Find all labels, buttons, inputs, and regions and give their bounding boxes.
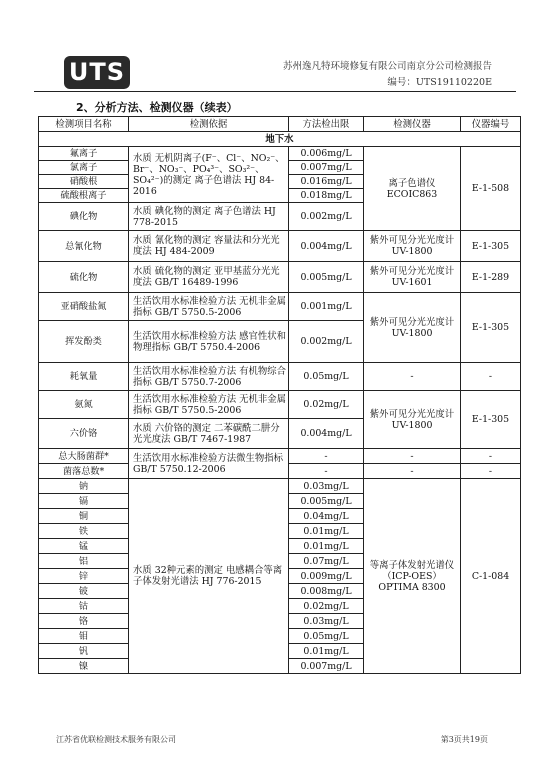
method-text: 生活饮用水标准检验方法 感官性状和物理指标 GB/T 5750.4-2006 <box>129 321 289 363</box>
detection-limit: 0.03mg/L <box>289 479 364 494</box>
instrument-code: - <box>461 464 521 479</box>
method-text: 水质 32种元素的测定 电感耦合等离子体发射光谱法 HJ 776-2015 <box>129 479 289 674</box>
detection-limit: 0.016mg/L <box>289 175 364 189</box>
instrument-code: E-1-305 <box>461 293 521 363</box>
method-text: 水质 碘化物的测定 离子色谱法 HJ 778-2015 <box>129 203 289 231</box>
item-name: 硝酸根 <box>39 175 129 189</box>
item-name: 氟离子 <box>39 147 129 161</box>
instrument-code: E-1-305 <box>461 391 521 449</box>
method-text: 水质 无机阴离子(F⁻、Cl⁻、NO₂⁻、Br⁻、NO₃⁻、PO₄³⁻、SO₃²⁻、SO₄²⁻)的测定 离子色谱法 HJ 84-2016 <box>129 147 289 203</box>
uts-logo <box>64 56 130 89</box>
instrument-code: E-1-305 <box>461 231 521 262</box>
detection-limit: 0.004mg/L <box>289 231 364 262</box>
item-name: 钴 <box>39 599 129 614</box>
table-row <box>39 363 521 391</box>
detection-limit: 0.05mg/L <box>289 363 364 391</box>
item-name: 硫酸根离子 <box>39 189 129 203</box>
instrument-name: - <box>364 449 461 464</box>
col-header-limit: 方法检出限 <box>289 117 364 132</box>
col-header-instrument: 检测仪器 <box>364 117 461 132</box>
footer-company: 江苏省优联检测技术服务有限公司 <box>56 735 176 744</box>
table-row <box>39 449 521 464</box>
instrument-code: C-1-084 <box>461 479 521 674</box>
method-text: 生活饮用水标准检验方法 有机物综合指标 GB/T 5750.7-2006 <box>129 363 289 391</box>
item-name: 亚硝酸盐氮 <box>39 293 129 321</box>
report-number: 编号：UTS19110220E <box>387 77 492 88</box>
item-name: 六价铬 <box>39 419 129 449</box>
method-text: 水质 硫化物的测定 亚甲基蓝分光光度法 GB/T 16489-1996 <box>129 262 289 293</box>
section-label: 地下水 <box>39 132 521 147</box>
detection-limit: 0.01mg/L <box>289 644 364 659</box>
col-header-code: 仪器编号 <box>461 117 521 132</box>
table-row <box>39 262 521 293</box>
detection-limit: 0.007mg/L <box>289 659 364 674</box>
method-text: 水质 六价铬的测定 二苯碳酰二肼分光光度法 GB/T 7467-1987 <box>129 419 289 449</box>
instrument-name: - <box>364 363 461 391</box>
detection-limit: 0.03mg/L <box>289 614 364 629</box>
instrument-code: E-1-289 <box>461 262 521 293</box>
instrument-name: 等离子体发射光谱仪（ICP-OES）OPTIMA 8300 <box>364 479 461 674</box>
item-name: 钠 <box>39 479 129 494</box>
instrument-code: - <box>461 449 521 464</box>
item-name: 耗氧量 <box>39 363 129 391</box>
item-name: 挥发酚类 <box>39 321 129 363</box>
item-name: 碘化物 <box>39 203 129 231</box>
item-name: 菌落总数* <box>39 464 129 479</box>
item-name: 铬 <box>39 614 129 629</box>
item-name: 总大肠菌群* <box>39 449 129 464</box>
table-row <box>39 147 521 161</box>
detection-limit: 0.05mg/L <box>289 629 364 644</box>
col-header-item: 检测项目名称 <box>39 117 129 132</box>
item-name: 氯离子 <box>39 161 129 175</box>
item-name: 氨氮 <box>39 391 129 419</box>
detection-limit: 0.006mg/L <box>289 147 364 161</box>
instrument-code: - <box>461 363 521 391</box>
detection-limit: 0.01mg/L <box>289 524 364 539</box>
detection-limit: 0.07mg/L <box>289 554 364 569</box>
method-text: 生活饮用水标准检验方法 无机非金属指标 GB/T 5750.5-2006 <box>129 293 289 321</box>
detection-limit: 0.007mg/L <box>289 161 364 175</box>
item-name: 锰 <box>39 539 129 554</box>
method-text: 生活饮用水标准检验方法微生物指标 GB/T 5750.12-2006 <box>129 449 289 479</box>
item-name: 锌 <box>39 569 129 584</box>
item-name: 总氰化物 <box>39 231 129 262</box>
instrument-name: - <box>364 464 461 479</box>
detection-limit: 0.002mg/L <box>289 321 364 363</box>
instrument-name: 紫外可见分光光度计 UV-1601 <box>364 262 461 293</box>
table-row <box>39 391 521 419</box>
methods-table <box>38 116 521 674</box>
instrument-code: E-1-508 <box>461 147 521 231</box>
item-name: 铁 <box>39 524 129 539</box>
detection-limit: 0.04mg/L <box>289 509 364 524</box>
item-name: 铍 <box>39 584 129 599</box>
table-row <box>39 479 521 494</box>
instrument-name: 紫外可见分光光度计 UV-1800 <box>364 391 461 449</box>
section-title: 2、分析方法、检测仪器（续表） <box>76 101 238 114</box>
item-name: 铜 <box>39 509 129 524</box>
detection-limit: 0.018mg/L <box>289 189 364 203</box>
method-text: 水质 氰化物的测定 容量法和分光光度法 HJ 484-2009 <box>129 231 289 262</box>
detection-limit: 0.002mg/L <box>289 203 364 231</box>
item-name: 铝 <box>39 554 129 569</box>
table-header-row <box>39 117 521 132</box>
detection-limit: 0.004mg/L <box>289 419 364 449</box>
section-row <box>39 132 521 147</box>
detection-limit: 0.005mg/L <box>289 494 364 509</box>
instrument-name: 紫外可见分光光度计 UV-1800 <box>364 293 461 363</box>
detection-limit: 0.02mg/L <box>289 391 364 419</box>
table-row <box>39 231 521 262</box>
table-row <box>39 293 521 321</box>
footer-page-number: 第3页共19页 <box>440 735 488 744</box>
detection-limit: 0.02mg/L <box>289 599 364 614</box>
method-text: 生活饮用水标准检验方法 无机非金属指标 GB/T 5750.5-2006 <box>129 391 289 419</box>
item-name: 硫化物 <box>39 262 129 293</box>
item-name: 钼 <box>39 629 129 644</box>
instrument-name: 紫外可见分光光度计 UV-1800 <box>364 231 461 262</box>
company-name: 苏州逸凡特环境修复有限公司南京分公司检测报告 <box>282 61 492 72</box>
detection-limit: - <box>289 464 364 479</box>
item-name: 镍 <box>39 659 129 674</box>
detection-limit: 0.009mg/L <box>289 569 364 584</box>
detection-limit: 0.01mg/L <box>289 539 364 554</box>
item-name: 镉 <box>39 494 129 509</box>
header-divider <box>34 91 516 92</box>
logo-text: UTS <box>68 58 126 86</box>
detection-limit: 0.005mg/L <box>289 262 364 293</box>
instrument-name: 离子色谱仪 ECOIC863 <box>364 147 461 231</box>
detection-limit: 0.008mg/L <box>289 584 364 599</box>
item-name: 钒 <box>39 644 129 659</box>
col-header-method: 检测依据 <box>129 117 289 132</box>
detection-limit: - <box>289 449 364 464</box>
detection-limit: 0.001mg/L <box>289 293 364 321</box>
